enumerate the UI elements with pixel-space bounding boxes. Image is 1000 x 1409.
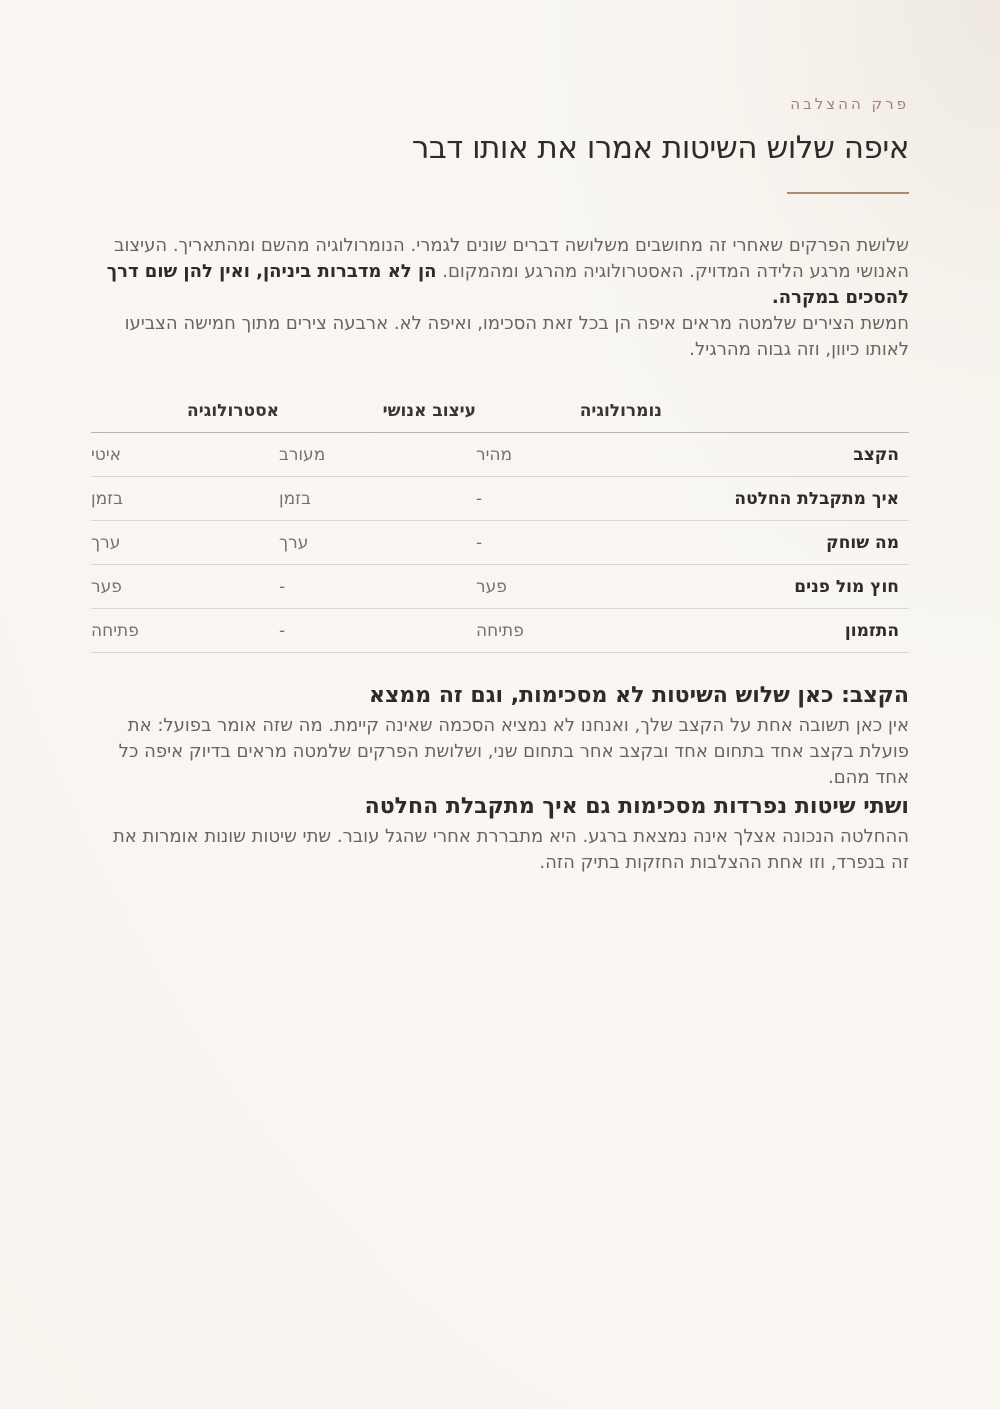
cell-numerology: מהיר (476, 433, 662, 477)
cell-numerology: פתיחה (476, 609, 662, 653)
cell-numerology: - (476, 521, 662, 565)
table-header-human-design: עיצוב אנושי (279, 390, 476, 433)
cell-astrology: איטי (91, 433, 279, 477)
cell-numerology: פער (476, 565, 662, 609)
table-row (91, 565, 909, 609)
row-label: חוץ מול פנים (662, 565, 909, 609)
intro-p1-bold: הן לא מדברות ביניהן, ואין להן שום דרך להסכים במקרה. (106, 261, 909, 308)
cell-numerology: - (476, 477, 662, 521)
cell-human-design: ערך (279, 521, 476, 565)
row-label: הקצב (662, 433, 909, 477)
section-body-decision: ההחלטה הנכונה אצלך אינה נמצאת ברגע. היא מתבררת אחרי שהגל עובר. שתי שיטות שונות אומרות את זה בנפרד, וזו אחת ההצלבות החזקות בתיק הזה. (112, 826, 909, 873)
section-body-pace: אין כאן תשובה אחת על הקצב שלך, ואנחנו לא נמציא הסכמה שאינה קיימת. מה שזה אומר בפועל: את פועלת בקצב אחד בתחום אחד ובקצב אחר בתחום שני, ושלושת הפרקים שלמטה מראים בדיוק איפה כל אחד מהם. (118, 715, 909, 788)
table-row (91, 521, 909, 565)
intro-p1-lead: שלושת הפרקים שאחרי זה מחושבים משלושה דברים שונים לגמרי. הנומרולוגיה מהשם ומהתאריך. העיצוב האנושי מרגע הלידה המדויק. האסטרולוגיה מהרגע ומהמקום. (114, 235, 909, 282)
cell-human-design: בזמן (279, 477, 476, 521)
row-label: איך מתקבלת החלטה (662, 477, 909, 521)
section-heading-pace: הקצב: כאן שלוש השיטות לא מסכימות, וגם זה ממצא (368, 683, 909, 708)
page-title: איפה שלוש השיטות אמרו את אותו דבר (411, 130, 909, 166)
chapter-kicker: פרק ההצלבה (790, 95, 909, 113)
table-header-row (91, 390, 909, 433)
cell-human-design: - (279, 565, 476, 609)
cell-human-design: - (279, 609, 476, 653)
table-header-empty (662, 390, 909, 433)
table-row (91, 433, 909, 477)
cell-astrology: פתיחה (91, 609, 279, 653)
cell-human-design: מעורב (279, 433, 476, 477)
cell-astrology: פער (91, 565, 279, 609)
intro-text (91, 233, 909, 363)
cell-astrology: בזמן (91, 477, 279, 521)
table-row (91, 609, 909, 653)
row-label: מה שוחק (662, 521, 909, 565)
section-heading-decision: ושתי שיטות נפרדות מסכימות גם איך מתקבלת החלטה (364, 794, 909, 819)
intro-paragraph-1 (91, 233, 909, 311)
table-header-numerology: נומרולוגיה (476, 390, 662, 433)
comparison-table (91, 390, 909, 653)
cell-astrology: ערך (91, 521, 279, 565)
title-underline (787, 192, 909, 194)
intro-paragraph-2: חמשת הצירים שלמטה מראים איפה הן בכל זאת הסכימו, ואיפה לא. ארבעה צירים מתוך חמישה הצביעו לאותו כיוון, וזה גבוה מהרגיל. (124, 313, 909, 360)
table-header-astrology: אסטרולוגיה (91, 390, 279, 433)
table-row (91, 477, 909, 521)
row-label: התזמון (662, 609, 909, 653)
